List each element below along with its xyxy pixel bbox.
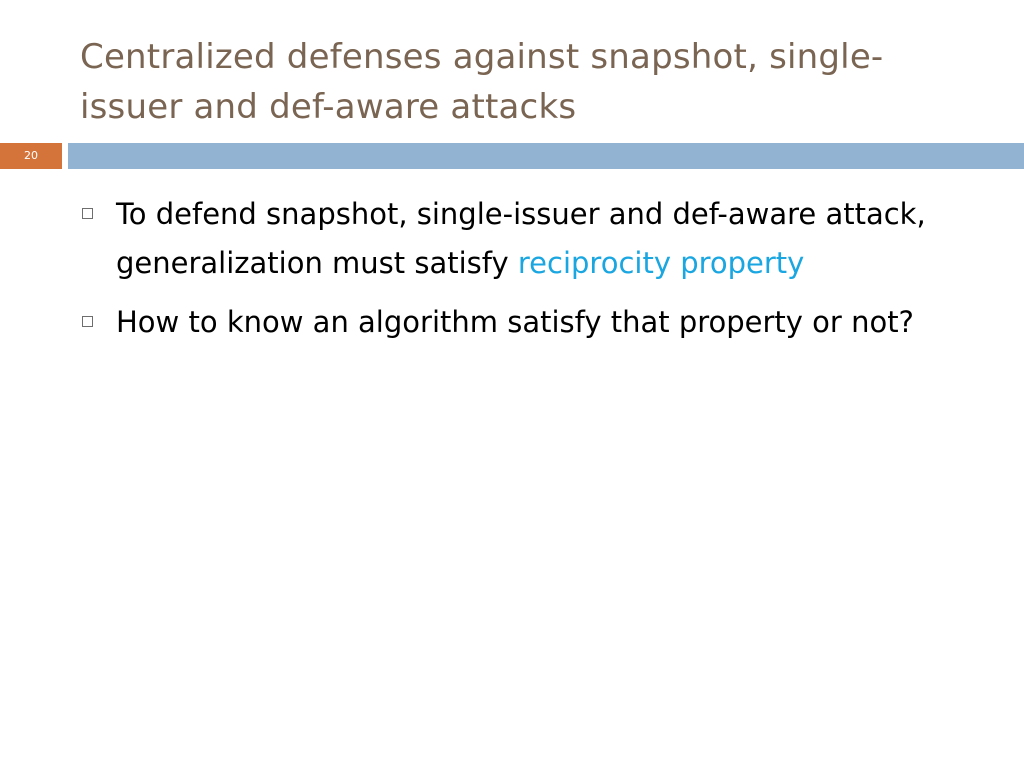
bullet-item-1	[80, 190, 960, 288]
bullet-1-highlight: reciprocity property	[517, 246, 805, 280]
hollow-square-bullet-icon	[82, 208, 93, 219]
bullet-1-text: To defend snapshot, single-issuer and def-aware attack, generalization must satisfy	[116, 197, 926, 280]
hollow-square-bullet-icon	[82, 316, 93, 327]
bullet-item-2	[80, 298, 960, 347]
page-number: 20	[24, 149, 38, 162]
page-number-badge	[0, 143, 62, 169]
bullet-list	[80, 190, 960, 357]
slide-title	[80, 32, 980, 132]
bullet-2-text: How to know an algorithm satisfy that property or not?	[116, 305, 914, 339]
title-divider-bar	[68, 143, 1024, 169]
slide-title-line-1: Centralized defenses against snapshot, single-	[80, 37, 884, 77]
slide-title-line-2: issuer and def-aware attacks	[80, 87, 577, 127]
